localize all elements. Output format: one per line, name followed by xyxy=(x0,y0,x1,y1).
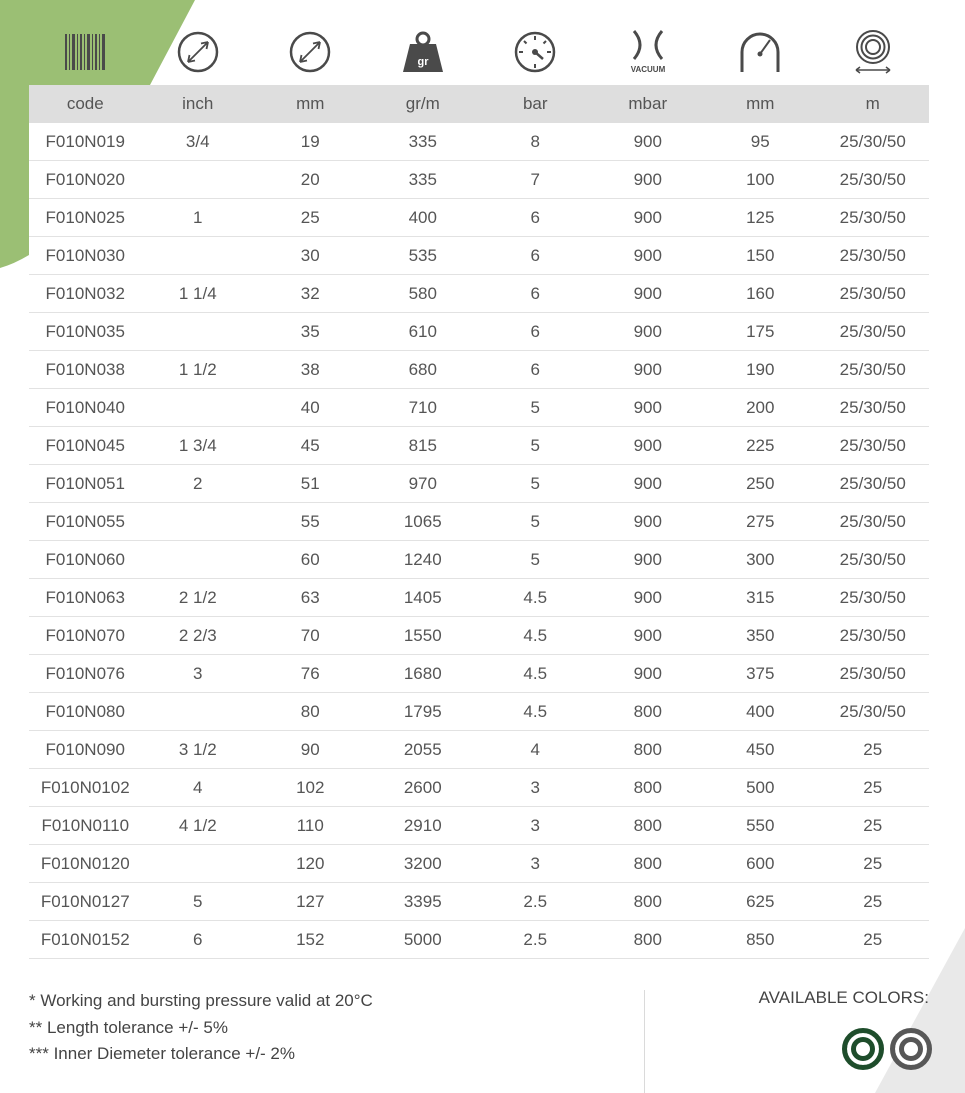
table-cell: 127 xyxy=(254,883,367,921)
table-row xyxy=(29,883,929,921)
table-cell: 900 xyxy=(592,123,705,161)
table-cell: 90 xyxy=(254,731,367,769)
table-cell: F010N0120 xyxy=(29,845,142,883)
table-cell: 19 xyxy=(254,123,367,161)
table-cell: 900 xyxy=(592,237,705,275)
table-cell: 1550 xyxy=(367,617,480,655)
table-cell: 45 xyxy=(254,427,367,465)
table-cell: 400 xyxy=(704,693,817,731)
table-cell: 1680 xyxy=(367,655,480,693)
table-cell: 25 xyxy=(254,199,367,237)
table-cell: 5 xyxy=(142,883,255,921)
table-cell: F010N055 xyxy=(29,503,142,541)
table-cell xyxy=(142,503,255,541)
table-cell: 70 xyxy=(254,617,367,655)
table-cell: 25/30/50 xyxy=(817,275,930,313)
column-header: mm xyxy=(704,85,817,123)
table-row xyxy=(29,275,929,313)
table-cell: 900 xyxy=(592,655,705,693)
table-cell: 5 xyxy=(479,465,592,503)
table-cell: 600 xyxy=(704,845,817,883)
table-cell: 4.5 xyxy=(479,655,592,693)
table-cell: 450 xyxy=(704,731,817,769)
bend-radius-icon xyxy=(738,30,782,74)
table-cell: 3 xyxy=(479,807,592,845)
table-cell: 4 1/2 xyxy=(142,807,255,845)
column-header: inch xyxy=(142,85,255,123)
table-cell: 900 xyxy=(592,275,705,313)
table-cell: 4.5 xyxy=(479,693,592,731)
table-row xyxy=(29,617,929,655)
table-cell: 1065 xyxy=(367,503,480,541)
table-cell: 2 xyxy=(142,465,255,503)
vacuum-icon xyxy=(624,29,672,75)
table-cell: 8 xyxy=(479,123,592,161)
table-cell: 63 xyxy=(254,579,367,617)
vacuum-icon-label: VACUUM xyxy=(630,65,666,74)
table-cell: F010N051 xyxy=(29,465,142,503)
table-cell: 175 xyxy=(704,313,817,351)
table-cell: 5 xyxy=(479,503,592,541)
table-cell: 800 xyxy=(592,769,705,807)
column-header: mm xyxy=(254,85,367,123)
table-cell: 800 xyxy=(592,693,705,731)
table-cell: 970 xyxy=(367,465,480,503)
table-cell: 3200 xyxy=(367,845,480,883)
column-icon-row xyxy=(29,22,929,82)
table-cell: F010N040 xyxy=(29,389,142,427)
weight-icon-label: gr xyxy=(417,56,429,68)
table-cell: F010N025 xyxy=(29,199,142,237)
table-cell: 190 xyxy=(704,351,817,389)
table-cell: 800 xyxy=(592,731,705,769)
table-cell: 6 xyxy=(142,921,255,959)
pressure-gauge-icon xyxy=(513,30,557,74)
footnote: *** Inner Diemeter tolerance +/- 2% xyxy=(29,1044,295,1063)
table-cell: 40 xyxy=(254,389,367,427)
table-row xyxy=(29,465,929,503)
table-cell: 275 xyxy=(704,503,817,541)
table-cell: 250 xyxy=(704,465,817,503)
table-cell: 25/30/50 xyxy=(817,427,930,465)
table-cell: 35 xyxy=(254,313,367,351)
diameter-mm-icon xyxy=(288,30,332,74)
table-cell: 1405 xyxy=(367,579,480,617)
table-cell: F010N090 xyxy=(29,731,142,769)
table-cell: 7 xyxy=(479,161,592,199)
table-cell: 1240 xyxy=(367,541,480,579)
table-cell: 2 1/2 xyxy=(142,579,255,617)
table-cell: 25/30/50 xyxy=(817,579,930,617)
table-cell: F010N0127 xyxy=(29,883,142,921)
table-cell: F010N070 xyxy=(29,617,142,655)
table-cell: 335 xyxy=(367,161,480,199)
table-cell: 900 xyxy=(592,617,705,655)
table-row xyxy=(29,541,929,579)
table-cell: 1 3/4 xyxy=(142,427,255,465)
table-cell: 4 xyxy=(479,731,592,769)
table-cell: 900 xyxy=(592,579,705,617)
table-cell: 900 xyxy=(592,161,705,199)
color-swatch-green xyxy=(842,1028,884,1070)
table-cell xyxy=(142,389,255,427)
table-cell: F010N032 xyxy=(29,275,142,313)
table-body xyxy=(29,123,929,959)
table-cell: 375 xyxy=(704,655,817,693)
specification-table xyxy=(29,85,929,959)
table-cell: 900 xyxy=(592,427,705,465)
table-cell: 900 xyxy=(592,351,705,389)
table-cell: 680 xyxy=(367,351,480,389)
table-cell: F010N063 xyxy=(29,579,142,617)
table-cell: F010N080 xyxy=(29,693,142,731)
table-row xyxy=(29,237,929,275)
table-cell: 500 xyxy=(704,769,817,807)
footnotes xyxy=(29,988,373,1068)
column-header: mbar xyxy=(592,85,705,123)
table-cell: 225 xyxy=(704,427,817,465)
table-cell: 25/30/50 xyxy=(817,541,930,579)
table-row xyxy=(29,845,929,883)
table-cell: 535 xyxy=(367,237,480,275)
table-header-row xyxy=(29,85,929,123)
table-cell: 95 xyxy=(704,123,817,161)
table-row xyxy=(29,731,929,769)
table-cell: 3 1/2 xyxy=(142,731,255,769)
table-cell: 5 xyxy=(479,427,592,465)
table-row xyxy=(29,693,929,731)
table-cell: F010N030 xyxy=(29,237,142,275)
table-row xyxy=(29,123,929,161)
table-cell: 38 xyxy=(254,351,367,389)
table-cell: 2910 xyxy=(367,807,480,845)
table-cell: 80 xyxy=(254,693,367,731)
table-cell: 800 xyxy=(592,845,705,883)
table-cell: 102 xyxy=(254,769,367,807)
table-cell: 710 xyxy=(367,389,480,427)
table-cell: 25/30/50 xyxy=(817,237,930,275)
table-cell: 3 xyxy=(142,655,255,693)
table-cell: 120 xyxy=(254,845,367,883)
table-cell: 2 2/3 xyxy=(142,617,255,655)
table-cell: 6 xyxy=(479,275,592,313)
table-cell: F010N019 xyxy=(29,123,142,161)
footer-divider xyxy=(644,990,645,1093)
table-row xyxy=(29,161,929,199)
table-cell: 25/30/50 xyxy=(817,465,930,503)
table-cell: F010N060 xyxy=(29,541,142,579)
coil-length-icon xyxy=(851,29,895,75)
table-cell: 3 xyxy=(479,769,592,807)
column-header: m xyxy=(817,85,930,123)
table-cell: F010N038 xyxy=(29,351,142,389)
table-cell: 6 xyxy=(479,199,592,237)
table-cell: 5 xyxy=(479,541,592,579)
table-cell: 1 xyxy=(142,199,255,237)
table-cell: 100 xyxy=(704,161,817,199)
table-cell xyxy=(142,845,255,883)
table-cell: 125 xyxy=(704,199,817,237)
table-row xyxy=(29,313,929,351)
column-header: gr/m xyxy=(367,85,480,123)
table-cell: 400 xyxy=(367,199,480,237)
diameter-inch-icon xyxy=(176,30,220,74)
table-cell: 76 xyxy=(254,655,367,693)
table-cell: 625 xyxy=(704,883,817,921)
table-cell: 25 xyxy=(817,883,930,921)
table-row xyxy=(29,503,929,541)
table-cell xyxy=(142,313,255,351)
table-row xyxy=(29,389,929,427)
table-cell: 900 xyxy=(592,389,705,427)
table-cell: 6 xyxy=(479,351,592,389)
table-cell: 2600 xyxy=(367,769,480,807)
table-cell: 3395 xyxy=(367,883,480,921)
color-swatch-gray xyxy=(890,1028,932,1070)
table-cell: 25 xyxy=(817,845,930,883)
table-cell: 25/30/50 xyxy=(817,389,930,427)
table-cell: 25/30/50 xyxy=(817,693,930,731)
table-cell: 800 xyxy=(592,807,705,845)
table-cell: 32 xyxy=(254,275,367,313)
table-cell: F010N0152 xyxy=(29,921,142,959)
table-cell: 900 xyxy=(592,465,705,503)
table-cell: 2.5 xyxy=(479,883,592,921)
table-cell: 1795 xyxy=(367,693,480,731)
table-cell: 350 xyxy=(704,617,817,655)
table-row xyxy=(29,579,929,617)
table-row xyxy=(29,427,929,465)
table-cell: 1 1/4 xyxy=(142,275,255,313)
table-cell: 25/30/50 xyxy=(817,123,930,161)
color-swatches xyxy=(842,1028,932,1070)
table-cell: 1 1/2 xyxy=(142,351,255,389)
table-cell: 110 xyxy=(254,807,367,845)
available-colors-title: AVAILABLE COLORS: xyxy=(758,988,929,1007)
table-cell: F010N045 xyxy=(29,427,142,465)
table-cell: 5 xyxy=(479,389,592,427)
table-cell: 5000 xyxy=(367,921,480,959)
table-cell: F010N020 xyxy=(29,161,142,199)
table-cell: 160 xyxy=(704,275,817,313)
weight-icon xyxy=(401,30,445,74)
table-cell xyxy=(142,541,255,579)
table-cell: 25/30/50 xyxy=(817,161,930,199)
table-cell: 25 xyxy=(817,921,930,959)
table-cell: 850 xyxy=(704,921,817,959)
table-cell: 25/30/50 xyxy=(817,503,930,541)
barcode-icon xyxy=(63,32,107,72)
table-cell: 300 xyxy=(704,541,817,579)
table-cell: 335 xyxy=(367,123,480,161)
column-header: bar xyxy=(479,85,592,123)
table-cell: 25 xyxy=(817,731,930,769)
table-cell: 800 xyxy=(592,883,705,921)
table-cell: 25 xyxy=(817,807,930,845)
table-cell: F010N035 xyxy=(29,313,142,351)
footnote: * Working and bursting pressure valid at 20°C xyxy=(29,991,373,1010)
table-cell xyxy=(142,161,255,199)
table-row xyxy=(29,655,929,693)
table-row xyxy=(29,769,929,807)
table-cell: 51 xyxy=(254,465,367,503)
table-cell: 200 xyxy=(704,389,817,427)
table-cell: 2055 xyxy=(367,731,480,769)
table-cell: 900 xyxy=(592,541,705,579)
table-row xyxy=(29,807,929,845)
column-header: code xyxy=(29,85,142,123)
table-cell: 25/30/50 xyxy=(817,313,930,351)
table-cell: 150 xyxy=(704,237,817,275)
table-cell: 152 xyxy=(254,921,367,959)
table-row xyxy=(29,351,929,389)
table-cell: 610 xyxy=(367,313,480,351)
table-cell: 30 xyxy=(254,237,367,275)
table-cell: 900 xyxy=(592,503,705,541)
table-cell: 550 xyxy=(704,807,817,845)
table-cell: F010N076 xyxy=(29,655,142,693)
table-cell: 25/30/50 xyxy=(817,617,930,655)
table-row xyxy=(29,921,929,959)
table-cell: 900 xyxy=(592,313,705,351)
table-cell: F010N0102 xyxy=(29,769,142,807)
table-cell: 6 xyxy=(479,237,592,275)
table-cell: 20 xyxy=(254,161,367,199)
table-cell: 3 xyxy=(479,845,592,883)
table-cell: 3/4 xyxy=(142,123,255,161)
table-cell: 25 xyxy=(817,769,930,807)
table-cell: 25/30/50 xyxy=(817,655,930,693)
table-cell: 55 xyxy=(254,503,367,541)
table-cell xyxy=(142,237,255,275)
table-cell: 25/30/50 xyxy=(817,351,930,389)
table-cell: 815 xyxy=(367,427,480,465)
table-cell xyxy=(142,693,255,731)
table-cell: 315 xyxy=(704,579,817,617)
table-cell: 25/30/50 xyxy=(817,199,930,237)
table-cell: 800 xyxy=(592,921,705,959)
footnote: ** Length tolerance +/- 5% xyxy=(29,1017,228,1037)
table-cell: 4 xyxy=(142,769,255,807)
table-cell: 60 xyxy=(254,541,367,579)
table-cell: F010N0110 xyxy=(29,807,142,845)
table-cell: 6 xyxy=(479,313,592,351)
table-row xyxy=(29,199,929,237)
table-cell: 4.5 xyxy=(479,617,592,655)
table-cell: 2.5 xyxy=(479,921,592,959)
table-cell: 900 xyxy=(592,199,705,237)
table-cell: 4.5 xyxy=(479,579,592,617)
table-cell: 580 xyxy=(367,275,480,313)
